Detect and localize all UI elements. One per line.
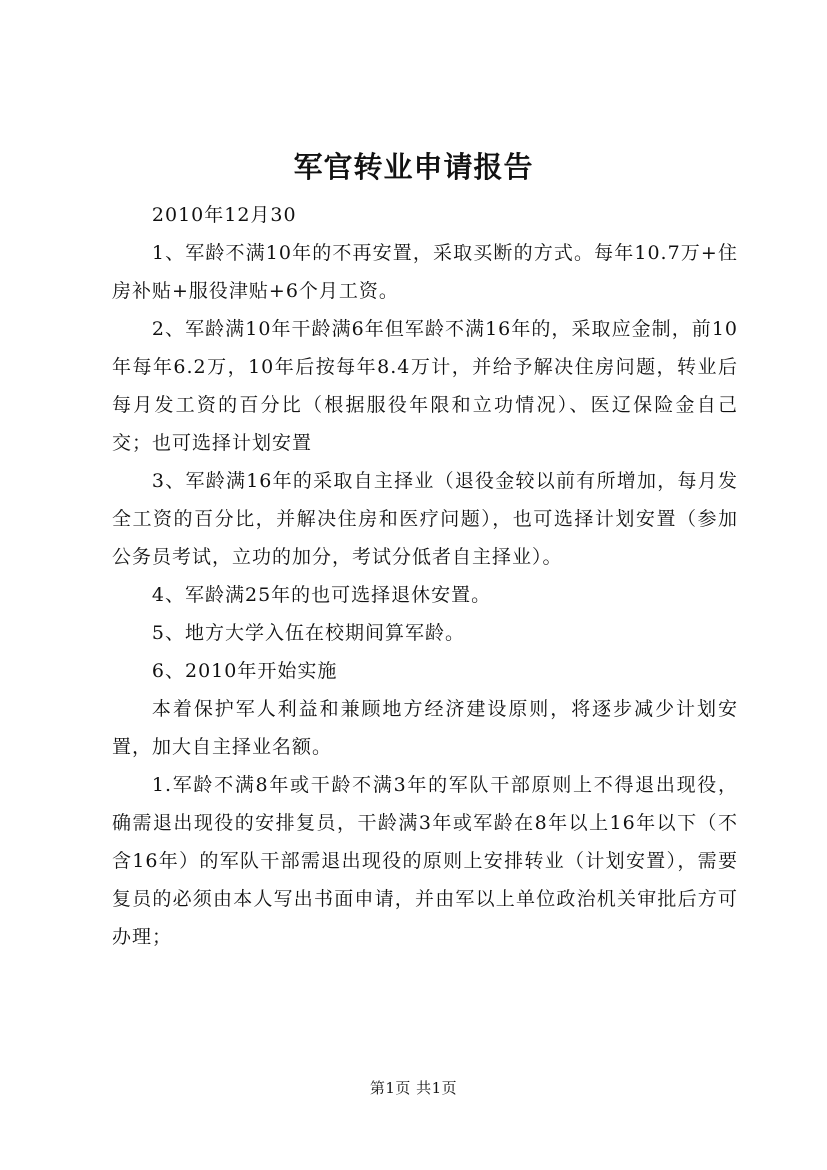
paragraph-3: 3、军龄满16年的采取自主择业（退役金较以前有所增加，每月发全工资的百分比，并解决住房和医疗问题），也可选择计划安置（参加公务员考试，立功的加分，考试分低者自主择业）。 — [112, 470, 738, 568]
paragraph-5: 5、地方大学入伍在校期间算军龄。 — [151, 622, 465, 644]
paragraph-2: 2、军龄满10年干龄满6年但军龄不满16年的，采取应金制，前10年每年6.2万，10年后按每年8.4万计，并给予解决住房问题，转业后每月发工资的百分比（根据服役年限和立功情况）、医辽保险金自己交；也可选择计划安置 — [112, 318, 738, 454]
paragraph-7: 本着保护军人利益和兼顾地方经济建设原则，将逐步减少计划安置，加大自主择业名额。 — [112, 698, 738, 758]
paragraph-8: 1.军龄不满8年或干龄不满3年的军队干部原则上不得退出现役，确需退出现役的安排复员，干龄满3年或军龄在8年以上16年以下（不含16年）的军队干部需退出现役的原则上安排转业（计划安置），需要复员的必须由本人写出书面申请，并由军以上单位政治机关审批后方可办理； — [112, 774, 738, 948]
paragraph-1: 1、军龄不满10年的不再安置，采取买断的方式。每年10.7万+住房补贴+服役津贴+6个月工资。 — [112, 242, 738, 302]
document-title: 军官转业申请报告 — [293, 150, 534, 184]
page-footer: 第1页 共1页 — [369, 1079, 458, 1097]
paragraph-6: 6、2010年开始实施 — [151, 660, 338, 682]
paragraph-4: 4、军龄满25年的也可选择退休安置。 — [151, 584, 492, 606]
document-date: 2010年12月30 — [151, 204, 297, 226]
document-body — [112, 196, 738, 956]
